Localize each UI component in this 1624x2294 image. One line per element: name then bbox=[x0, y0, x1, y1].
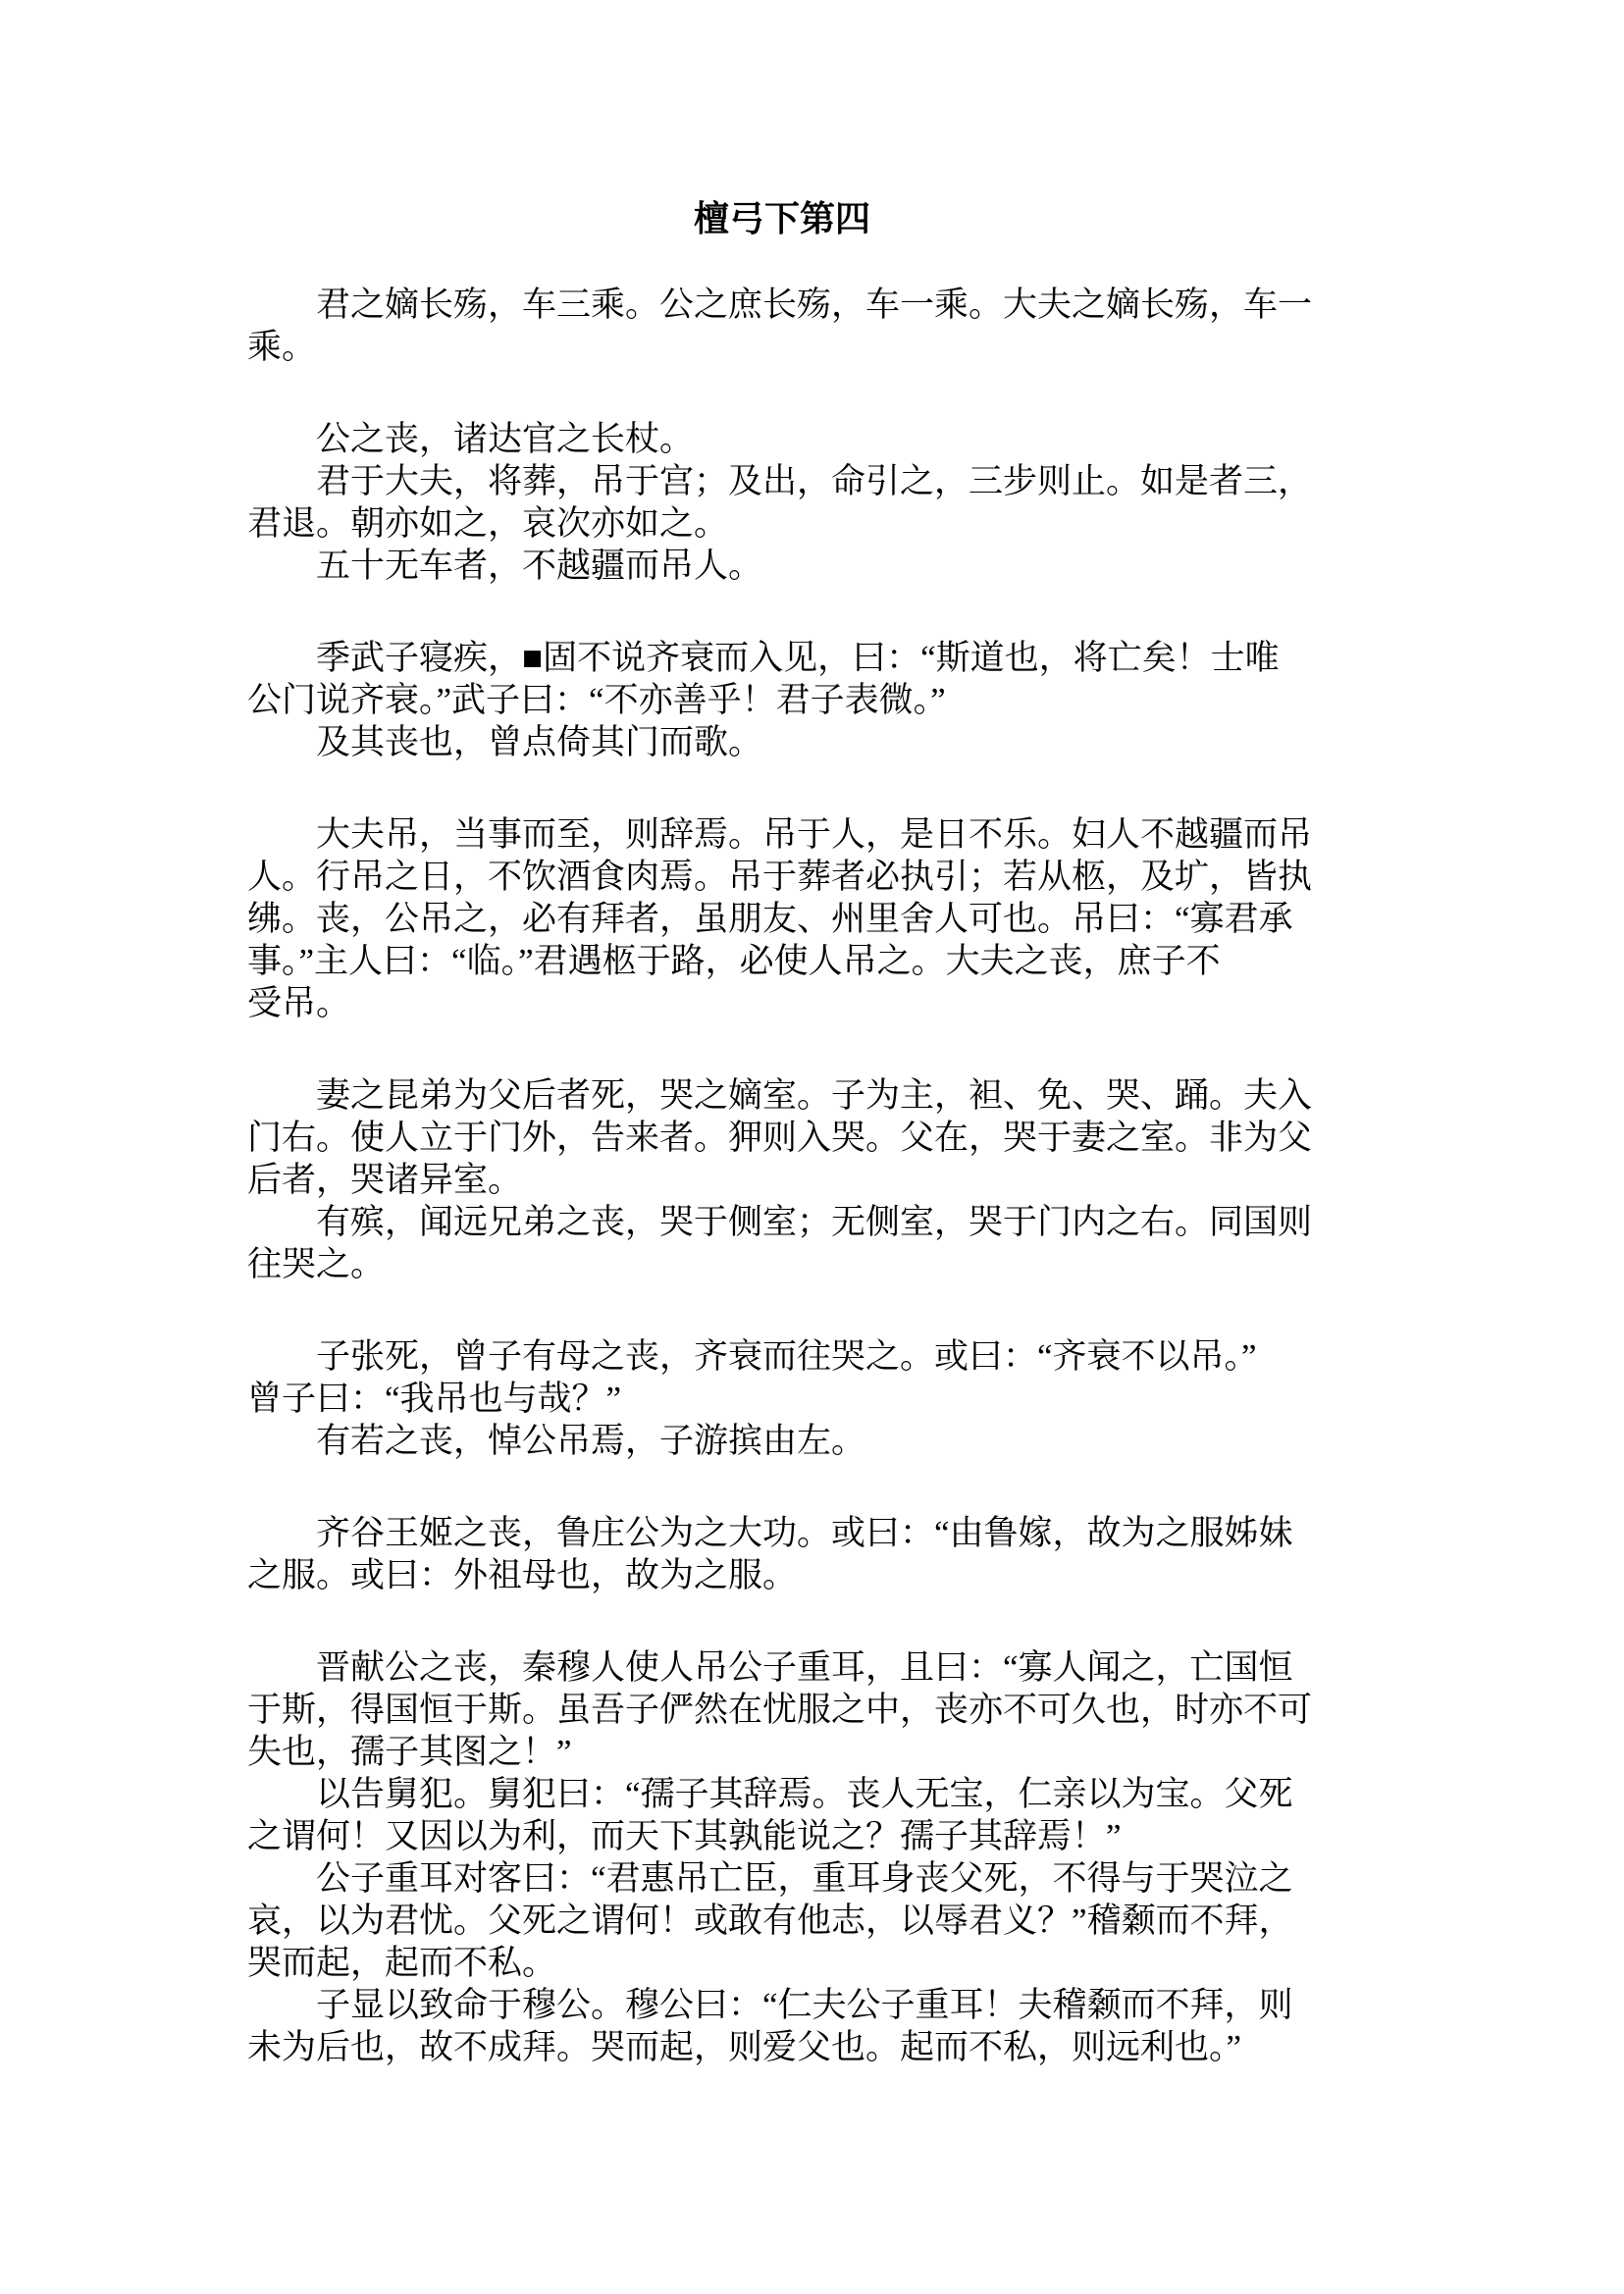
text-line: 公之丧，诸达官之长杖。 bbox=[316, 420, 695, 458]
text-line: 乘。 bbox=[247, 328, 317, 366]
text-line: 子显以致命于穆公。穆公曰：“仁夫公子重耳！夫稽颡而不拜，则 bbox=[316, 1986, 1293, 2024]
paragraph bbox=[247, 545, 1317, 587]
text-line: 曾子曰：“我吊也与哉？” bbox=[247, 1380, 622, 1418]
paragraph bbox=[247, 460, 1317, 545]
paragraph bbox=[247, 1201, 1317, 1285]
text-line: 公门说齐衰。”武子曰：“不亦善乎！君子表微。” bbox=[247, 681, 946, 719]
text-line: 及其丧也，曾点倚其门而歌。 bbox=[316, 723, 763, 761]
text-line: 晋献公之丧，秦穆人使人吊公子重耳，且曰：“寡人闻之，亡国恒 bbox=[316, 1648, 1293, 1687]
paragraph bbox=[247, 721, 1317, 763]
text-line: 君于大夫，将葬，吊于宫；及出，命引之，三步则止。如是者三， bbox=[316, 462, 1313, 500]
text-line: 季武子寝疾，■固不说齐衰而入见，曰：“斯道也，将亡矣！士唯 bbox=[316, 639, 1280, 677]
text-line: 妻之昆弟为父后者死，哭之嫡室。子为主，袒、免、哭、踊。夫入 bbox=[316, 1076, 1313, 1115]
section-6 bbox=[247, 1335, 1317, 1462]
paragraph bbox=[247, 813, 1317, 1024]
paragraph bbox=[247, 1773, 1317, 1857]
section-1 bbox=[247, 284, 1317, 368]
section-3 bbox=[247, 637, 1317, 763]
section-2 bbox=[247, 418, 1317, 587]
paragraph bbox=[247, 418, 1317, 460]
paragraph bbox=[247, 637, 1317, 721]
text-line: 有若之丧，悼公吊焉，子游摈由左。 bbox=[316, 1422, 866, 1460]
paragraph bbox=[247, 1857, 1317, 1984]
text-line: 以告舅犯。舅犯曰：“孺子其辞焉。丧人无宝，仁亲以为宝。父死 bbox=[316, 1775, 1293, 1813]
text-line: 子张死，曾子有母之丧，齐衰而往哭之。或曰：“齐衰不以吊。” bbox=[316, 1337, 1257, 1376]
paragraph bbox=[247, 1646, 1317, 1773]
text-line: 公子重耳对客曰：“君惠吊亡臣，重耳身丧父死，不得与于哭泣之 bbox=[316, 1859, 1293, 1898]
paragraph bbox=[247, 284, 1317, 368]
paragraph bbox=[247, 1074, 1317, 1201]
text-line: 未为后也，故不成拜。哭而起，则爱父也。起而不私，则远利也。” bbox=[247, 2028, 1242, 2066]
text-line: 于斯，得国恒于斯。虽吾子俨然在忧服之中，丧亦不可久也，时亦不可 bbox=[247, 1691, 1313, 1729]
paragraph bbox=[247, 1984, 1317, 2068]
paragraph bbox=[247, 1420, 1317, 1462]
text-line: 有殡，闻远兄弟之丧，哭于侧室；无侧室，哭于门内之右。同国则 bbox=[316, 1203, 1313, 1241]
text-line: 齐谷王姬之丧，鲁庄公为之大功。或曰：“由鲁嫁，故为之服姊妹 bbox=[316, 1514, 1293, 1552]
text-line: 君之嫡长殇，车三乘。公之庶长殇，车一乘。大夫之嫡长殇，车一 bbox=[316, 286, 1313, 324]
text-line: 门右。使人立于门外，告来者。狎则入哭。父在，哭于妻之室。非为父 bbox=[247, 1119, 1313, 1157]
text-line: 之谓何！又因以为利，而天下其孰能说之？孺子其辞焉！” bbox=[247, 1817, 1122, 1855]
document-content bbox=[247, 198, 1317, 2068]
text-line: 之服。或曰：外祖母也，故为之服。 bbox=[247, 1556, 798, 1594]
text-line: 受吊。 bbox=[247, 984, 351, 1022]
text-line: 绋。丧，公吊之，必有拜者，虽朋友、州里舍人可也。吊曰：“寡君承 bbox=[247, 900, 1293, 938]
text-line: 哭而起，起而不私。 bbox=[247, 1944, 557, 1982]
text-line: 失也，孺子其图之！” bbox=[247, 1733, 572, 1771]
text-line: 君退。朝亦如之，哀次亦如之。 bbox=[247, 504, 729, 543]
text-line: 人。行吊之日，不饮酒食肉焉。吊于葬者必执引；若从柩，及圹，皆执 bbox=[247, 858, 1313, 896]
paragraph bbox=[247, 1335, 1317, 1420]
paragraph bbox=[247, 1512, 1317, 1596]
text-line: 五十无车者，不越疆而吊人。 bbox=[316, 547, 763, 585]
section-5 bbox=[247, 1074, 1317, 1285]
text-line: 大夫吊，当事而至，则辞焉。吊于人，是日不乐。妇人不越疆而吊 bbox=[316, 815, 1313, 854]
text-line: 事。”主人曰：“临。”君遇柩于路，必使人吊之。大夫之丧，庶子不 bbox=[247, 942, 1221, 980]
section-8 bbox=[247, 1646, 1317, 2068]
section-7 bbox=[247, 1512, 1317, 1596]
text-line: 后者，哭诸异室。 bbox=[247, 1161, 523, 1199]
text-line: 哀，以为君忧。父死之谓何！或敢有他志，以辱君义？”稽颡而不拜， bbox=[247, 1902, 1293, 1940]
page-title: 檀弓下第四 bbox=[693, 199, 870, 238]
text-line: 往哭之。 bbox=[247, 1245, 386, 1283]
section-4 bbox=[247, 813, 1317, 1024]
